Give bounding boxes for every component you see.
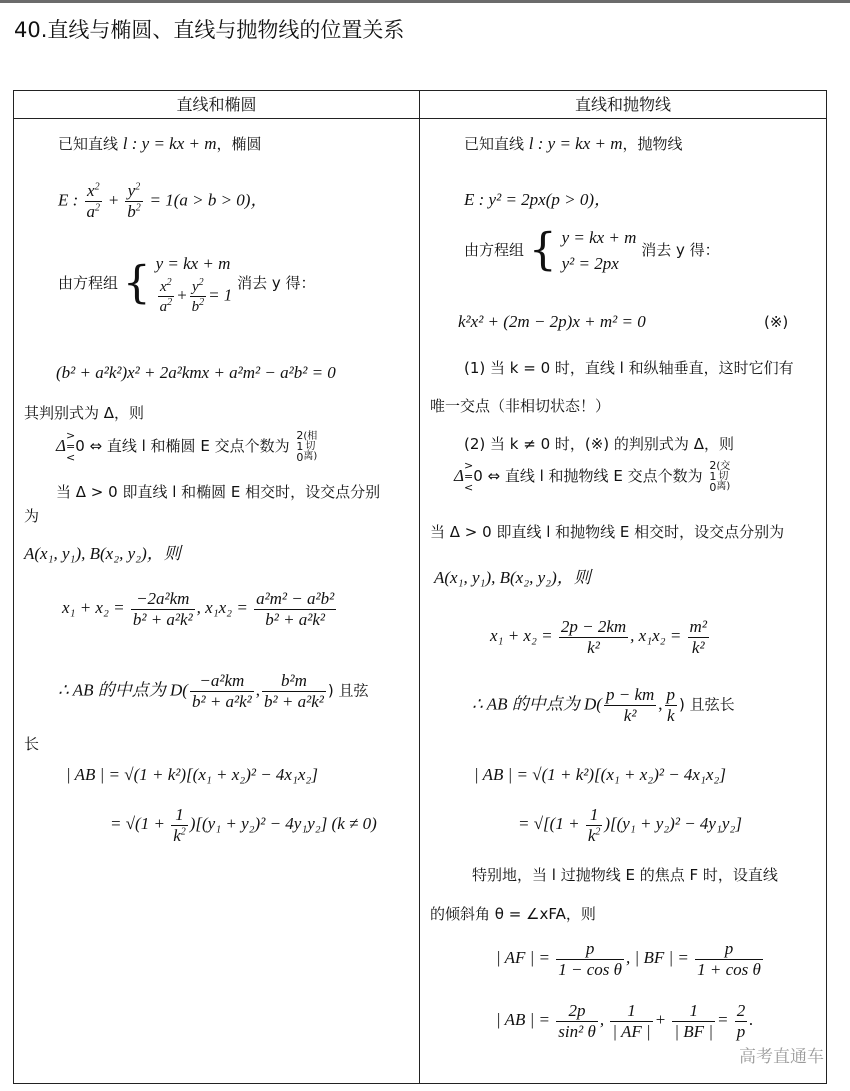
equation-system [562,225,637,276]
math: , x₁x₂ = [196,597,248,617]
line-focal-chord: | AB | = $\frac{2p}{\text{sin² θ}}$ , $\frac{1}{| AF |}$ + $\frac{1}{| BF |}$ = $\frac{2}{p}$ . [496,1001,754,1041]
numerator: p − km [605,685,655,704]
text: 已知直线 [58,135,123,153]
math: Δ [454,466,464,485]
fraction [254,589,336,629]
text: 消去 y 得： [641,241,720,259]
ellipse-cell [14,119,419,1083]
header-ellipse: 直线和椭圆 [176,95,257,114]
line-intersect: 当 Δ > 0 即直线 l 和椭圆 E 相交时，设交点分别 [56,483,381,501]
text: ，抛物线 [622,135,683,153]
parabola-cell [420,119,826,1083]
equation-system: y = kx + m $\frac{x^2}{a^2}$ + $\frac{y^2}{b^2}$ = 1 [156,251,233,316]
denominator: b² + a²k² [265,609,326,629]
line-intersect: 当 Δ > 0 即直线 l 和抛物线 E 相交时，设交点分别为 [430,523,785,541]
math: l : y = kx + m [528,134,623,153]
line-midpoint: ∴ AB 的中点为 D( $\frac{\text{−a²km}}{\text{b² + a²k²}}$ , $\frac{\text{b²m}}{\text{b² + a²k²}}$ ) 且弦 [58,671,369,711]
line-case-1: (1) 当 k = 0 时，直线 l 和纵轴垂直，这时它们有 [464,359,794,377]
math: y = kx + m [561,228,637,247]
denominator: sin² θ [558,1021,596,1041]
denominator: k² [587,637,600,657]
math: l : y = kx + m [122,134,217,153]
text: 已知直线 [464,135,529,153]
fraction [190,671,254,711]
denominator: b² + a²k² [264,691,324,711]
fraction [262,671,326,711]
math: y = kx + m [155,254,231,273]
math: = √(1 + [110,813,165,833]
denominator: k² [623,705,637,725]
line-wei: 为 [24,507,40,525]
math: )[(y₁ + y₂)² − 4y₁y₂] [604,813,742,833]
line-ellipse-eq: E : $\frac{x^2}{a^2}$ + $\frac{y^2}{b^2}$ = 1(a > b > 0)， [58,181,268,221]
page-title: 40.直线与椭圆、直线与抛物线的位置关系 [14,18,405,42]
line-system: 由方程组 { y = kx + m $\frac{x^2}{a^2}$ + $\frac{y^2}{b^2}$ = 1 消去 y 得： [58,251,316,316]
text: ) 且弦长 [679,695,735,714]
numerator: 2p − 2km [560,617,627,636]
fraction [672,1001,715,1041]
line-midpoint: ∴ AB 的中点为 D( $\frac{p - km}{\text{k²}}$ , $\frac{p}{k}$ ) 且弦长 [472,685,735,725]
fraction: $\frac{1}{k^2}$ [173,805,186,845]
numerator: m² [689,617,707,636]
math: Δ [56,436,66,455]
line-discriminant: 其判别式为 Δ，则 [24,404,145,422]
denominator: p [736,1021,746,1041]
line-quadratic: k²x² + (2m − 2p)x + m² = 0 [458,312,646,331]
fraction: $\frac{1}{k^2}$ [587,805,601,845]
watermark: 高考直通车 [739,1047,824,1067]
fraction [131,589,195,629]
text: 由方程组 [464,241,525,259]
text: 0 ⇔ 直线 l 和抛物线 E 交点个数为 [473,467,703,485]
fraction [610,1001,652,1041]
fraction [559,617,628,657]
fraction: $\frac{x^2}{a^2}$ [86,181,101,221]
numerator: p [695,939,763,960]
denominator: k [666,705,675,725]
numerator: 2p [556,1001,598,1022]
text: 0 ⇔ 直线 l 和椭圆 E 交点个数为 [75,437,290,455]
math: y² = 2px [561,253,619,273]
fraction [688,617,709,657]
numerator: p [666,685,676,704]
math: )[(y₁ + y₂)² − 4y₁y₂] (k ≠ 0) [189,813,377,833]
fraction [556,1001,598,1041]
line-given [58,133,262,154]
math: | AB | = [496,1009,551,1029]
line-system: 由方程组 { y = kx + m y² = 2px 消去 y 得： [464,224,720,276]
text: 由方程组 [58,274,119,292]
fraction [665,685,678,725]
star-mark: (※) [764,313,789,331]
denominator: b² + a²k² [132,609,193,629]
numerator: −a²km [190,671,254,692]
numerator: a²m² − a²b² [256,589,335,608]
line-case-2: (2) 当 k ≠ 0 时，(※) 的判别式为 Δ，则 [464,435,734,453]
line-special: 特别地，当 l 过抛物线 E 的焦点 F 时，设直线 [472,866,778,884]
line-parabola-eq: E : y² = 2px(p > 0)， [464,190,611,209]
numerator: 1 [672,1001,715,1022]
fraction [556,939,624,979]
math: x₁ + x₂ = [490,625,553,645]
fraction [604,685,656,725]
line-angle: 的倾斜角 θ = ∠xFA，则 [430,905,596,923]
text: ，椭圆 [216,135,262,153]
math: E : [58,190,83,210]
line-chang: 长 [24,735,40,753]
math: x₁ + x₂ = [62,597,125,617]
numerator: p [556,939,624,960]
comparison-table [13,90,827,1084]
line-chord-1: | AB | = √(1 + k²)[(x₁ + x₂)² − 4x₁x₂] [66,765,318,784]
denominator: b² + a²k² [191,691,252,711]
denominator: | AF | [612,1021,651,1041]
line-unique: 唯一交点（非相切状态！） [430,397,611,415]
line-vieta [490,617,711,657]
math: , | BF | = [626,947,689,967]
text: ) 且弦 [327,681,369,700]
math: = √[(1 + [518,813,580,833]
math: | AF | = [496,947,551,967]
denominator: 1 − cos θ [558,959,623,979]
line-cases: Δ> = <0 ⇔ 直线 l 和椭圆 E 交点个数为 2 1 0(相 切 离) [56,429,318,464]
denominator: k² [691,637,705,657]
math: = 1(a > b > 0)， [149,190,268,210]
line-chord-2 [518,805,742,845]
line-points: A(x₁, y₁), B(x₂, y₂)，则 [434,568,591,587]
text: 消去 y 得： [237,274,316,292]
line-given [464,133,683,154]
line-chord-2 [110,805,377,845]
numerator: 1 [610,1001,652,1022]
numerator: b²m [262,671,326,692]
header-parabola: 直线和抛物线 [574,95,671,114]
math: , x₁x₂ = [630,625,682,645]
top-rule [0,0,850,3]
denominator: 1 + cos θ [697,959,761,979]
line-chord-1: | AB | = √(1 + k²)[(x₁ + x₂)² − 4x₁x₂] [474,765,726,784]
line-focal-radii [496,939,765,979]
math: = 1 [208,285,233,305]
fraction: $\frac{y^2}{b^2}$ [127,181,141,221]
fraction [735,1001,748,1041]
denominator: | BF | [674,1021,713,1041]
line-cases: Δ> = <0 ⇔ 直线 l 和抛物线 E 交点个数为 2 1 0(交 切 离) [454,459,731,494]
math: ∴ AB 的中点为 D( [472,694,602,714]
line-quadratic: (b² + a²k²)x² + 2a²kmx + a²m² − a²b² = 0 [56,363,336,382]
numerator: −2a²km [131,589,195,610]
line-vieta [62,589,338,629]
numerator: 2 [736,1001,746,1020]
line-points: A(x₁, y₁), B(x₂, y₂)，则 [24,544,181,563]
math: ∴ AB 的中点为 D( [58,680,188,700]
fraction [695,939,763,979]
